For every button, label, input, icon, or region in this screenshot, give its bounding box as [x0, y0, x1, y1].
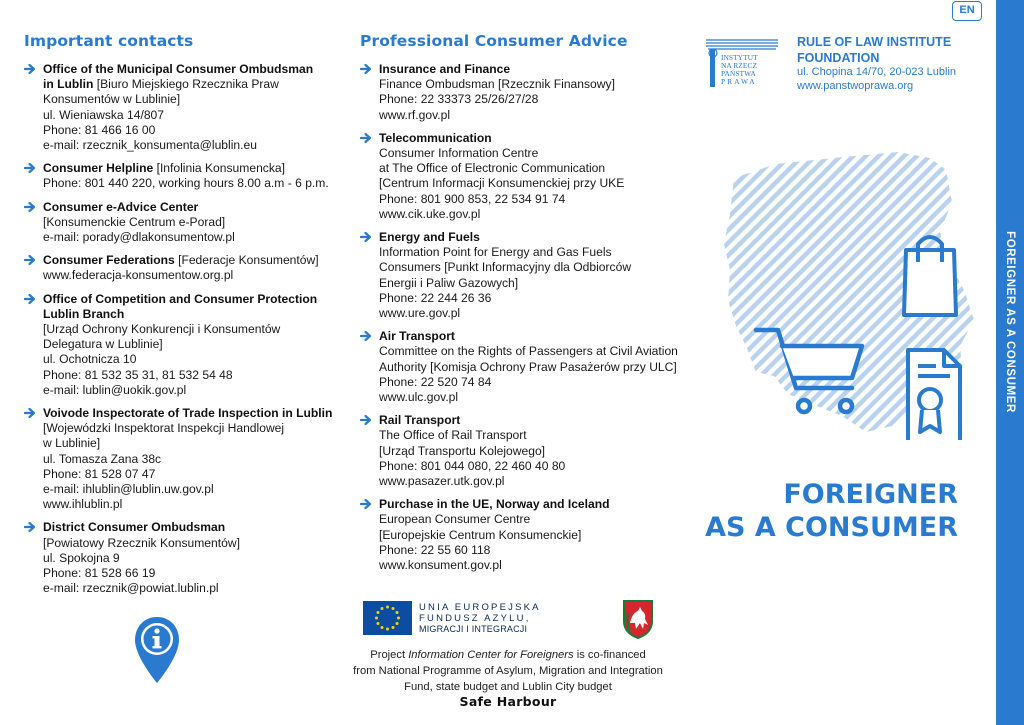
contact-entry — [24, 253, 344, 283]
entry-detail-line[interactable]: e-mail: rzecznik_konsumenta@lublin.eu — [43, 138, 257, 153]
arrow-right-icon — [24, 521, 36, 533]
entry-detail-line[interactable]: www.konsument.gov.pl — [379, 558, 502, 573]
eu-star — [376, 611, 379, 614]
eu-star — [396, 611, 399, 614]
organization-website[interactable]: www.panstwoprawa.org — [797, 79, 914, 92]
eu-funding-logo — [363, 601, 663, 637]
main-title — [700, 478, 958, 544]
arrow-right-icon — [360, 132, 372, 144]
entry-name-line: Consumer Helpline [Infolinia Konsumencka] — [43, 161, 285, 176]
entry-detail-line: w Lublinie] — [43, 436, 101, 451]
entry-detail-line: Phone: 81 528 66 19 — [43, 566, 156, 581]
entry-detail-line: ul. Wieniawska 14/807 — [43, 107, 165, 122]
entry-detail-line: Information Point for Energy and Gas Fuels — [379, 245, 612, 260]
arrow-right-icon — [360, 498, 372, 510]
contact-entry — [360, 413, 690, 489]
logo-text-1: INSTYTUT — [721, 53, 758, 62]
project-line-2: Fund, state budget and Lublin City budget — [404, 680, 612, 693]
entry-detail-line: Consumer Information Centre — [379, 146, 539, 161]
entry-detail-line: Phone: 22 520 74 84 — [379, 374, 492, 389]
arrow-right-icon — [360, 63, 372, 75]
project-note — [340, 648, 676, 695]
entry-name-line: Office of the Municipal Consumer Ombudsman — [43, 62, 314, 76]
arrow-right-icon — [360, 231, 372, 243]
contact-entry — [24, 200, 344, 246]
logo-text-2: NA RZECZ — [721, 61, 758, 70]
eu-line-2: FUNDUSZ AZYLU, — [419, 613, 531, 624]
contact-entry — [360, 329, 690, 405]
cover-panel — [700, 0, 996, 725]
contact-entry — [24, 520, 344, 596]
entry-name-line: Consumer Federations [Federacje Konsumentów] — [43, 253, 319, 268]
organization-info — [797, 34, 987, 93]
entry-name-line: Consumer e-Advice Center — [43, 199, 199, 214]
contact-entry — [360, 230, 690, 321]
certificate-icon — [908, 350, 960, 440]
project-name: Information Center for Foreigners — [408, 649, 574, 661]
entry-detail-line: at The Office of Electronic Communication — [379, 161, 606, 176]
institute-logo — [704, 36, 782, 92]
info-pin-icon — [133, 615, 181, 685]
entry-detail-line: [Wojewódzki Inspektorat Inspekcji Handlowej — [43, 421, 285, 436]
eu-star — [397, 617, 400, 620]
entry-detail-line[interactable]: e-mail: porady@dlakonsumentow.pl — [43, 230, 235, 245]
professional-advice-heading: Professional Consumer Advice — [360, 32, 628, 50]
entry-detail-line: Phone: 801 044 080, 22 460 40 80 — [379, 458, 566, 473]
arrow-right-icon — [24, 63, 36, 75]
arrow-right-icon — [360, 330, 372, 342]
entry-name-line: Purchase in the UE, Norway and Iceland — [379, 497, 610, 512]
important-contacts-list — [24, 62, 344, 597]
eu-star — [375, 617, 378, 620]
entry-name-line: Air Transport — [379, 329, 455, 344]
organization-name-2: FOUNDATION — [797, 51, 880, 65]
entry-detail-line: ul. Tomasza Zana 38c — [43, 451, 162, 466]
professional-advice-column — [360, 32, 690, 581]
entry-detail-line: Phone: 81 532 35 31, 81 532 54 48 — [43, 367, 233, 382]
contact-entry — [360, 62, 690, 123]
entry-name-line: Insurance and Finance — [379, 62, 511, 76]
entry-name-line: Energy and Fuels — [379, 230, 480, 245]
eu-star — [381, 607, 384, 610]
eu-star — [396, 622, 399, 625]
eu-star — [392, 607, 395, 610]
arrow-right-icon — [24, 407, 36, 419]
entry-detail-line: [Urząd Transportu Kolejowego] — [379, 443, 546, 458]
eu-star — [386, 606, 389, 609]
arrow-right-icon — [24, 293, 36, 305]
logo-text-4: PRAWA — [721, 77, 757, 86]
language-badge[interactable]: EN — [952, 1, 982, 21]
entry-detail-line[interactable]: www.ihlublin.pl — [43, 497, 123, 512]
safe-harbour-tagline: Safe Harbour — [459, 694, 557, 709]
entry-detail-line[interactable]: www.federacja-konsumentow.org.pl — [43, 268, 234, 283]
entry-detail-line: Phone: 22 244 26 36 — [379, 290, 492, 305]
lublin-crest — [622, 599, 654, 639]
entry-name-line: Lublin Branch — [43, 306, 125, 321]
eu-star — [386, 628, 389, 631]
entry-detail-line[interactable]: www.pasazer.utk.gov.pl — [379, 474, 505, 489]
entry-detail-line: [Urząd Ochrony Konkurencji i Konsumentów — [43, 322, 281, 337]
entry-detail-line: Phone: 801 900 853, 22 534 91 74 — [379, 191, 566, 206]
eu-line-1: UNIA EUROPEJSKA — [419, 602, 541, 613]
entry-detail-line: Authority [Komisja Ochrony Praw Pasażerów przy ULC] — [379, 359, 677, 374]
entry-detail-line: Konsumentów w Lublinie] — [43, 92, 181, 107]
side-title: FOREIGNER AS A CONSUMER — [1004, 231, 1016, 413]
eu-star — [392, 626, 395, 629]
entry-detail-line: [Centrum Informacji Konsumenckiej przy UKE — [379, 176, 625, 191]
entry-detail-line: Phone: 22 55 60 118 — [379, 542, 491, 557]
contact-entry — [24, 161, 344, 191]
entry-detail-line: Phone: 801 440 220, working hours 8.00 a.m - 6 p.m. — [43, 176, 329, 191]
entry-name-line: Rail Transport — [379, 413, 461, 428]
entry-detail-line: [Powiatowy Rzecznik Konsumentów] — [43, 535, 240, 550]
entry-name-line: Telecommunication — [379, 130, 492, 145]
entry-detail-line: The Office of Rail Transport — [379, 428, 527, 443]
entry-detail-line: Phone: 22 33373 25/26/27/28 — [379, 92, 539, 107]
entry-name-line: in Lublin [Biuro Miejskiego Rzecznika Praw — [43, 77, 279, 92]
shopping-bag-icon — [904, 237, 956, 315]
entry-detail-line[interactable]: e-mail: ihlublin@lublin.uw.gov.pl — [43, 482, 214, 497]
arrow-right-icon — [360, 414, 372, 426]
entry-detail-line[interactable]: e-mail: rzecznik@powiat.lublin.pl — [43, 581, 219, 596]
eu-line-3: MIGRACJI I INTEGRACJI — [419, 624, 528, 634]
entry-detail-line[interactable]: www.ulc.gov.pl — [379, 390, 459, 405]
main-title-line-1: FOREIGNER — [783, 479, 958, 510]
entry-detail-line: Energii i Paliw Gazowych] — [379, 275, 519, 290]
main-title-line-2: AS A CONSUMER — [705, 512, 958, 543]
project-line-1: from National Programme of Asylum, Migration and Integration — [353, 664, 663, 677]
poland-map — [716, 150, 976, 440]
entry-detail-line: ul. Spokojna 9 — [43, 550, 120, 565]
organization-name-1: RULE OF LAW INSTITUTE — [797, 35, 952, 49]
entry-detail-line: [Europejskie Centrum Konsumenckie] — [379, 527, 582, 542]
entry-detail-line: Committee on the Rights of Passengers at Civil Aviation — [379, 344, 678, 359]
entry-detail-line[interactable]: www.cik.uke.gov.pl — [379, 206, 481, 221]
contact-entry — [24, 292, 344, 398]
contact-entry — [24, 406, 344, 512]
arrow-right-icon — [24, 162, 36, 174]
eu-fund-text — [419, 602, 541, 635]
professional-advice-list — [360, 62, 690, 573]
organization-address: ul. Chopina 14/70, 20-023 Lublin — [797, 66, 957, 78]
entry-detail-line: Delegatura w Lublinie] — [43, 337, 163, 352]
project-prefix: Project — [370, 649, 409, 661]
project-suffix: is co-financed — [573, 649, 646, 661]
entry-detail-line: ul. Ochotnicza 10 — [43, 352, 137, 367]
entry-detail-line: [Konsumenckie Centrum e-Porad] — [43, 214, 226, 229]
important-contacts-column — [24, 32, 344, 605]
arrow-right-icon — [24, 201, 36, 213]
logo-text-3: PAŃSTWA — [721, 69, 756, 78]
eu-star — [376, 622, 379, 625]
entry-name-line: District Consumer Ombudsman — [43, 520, 226, 535]
entry-detail-line: Finance Ombudsman [Rzecznik Finansowy] — [379, 77, 615, 92]
entry-detail-line[interactable]: e-mail: lublin@uokik.gov.pl — [43, 382, 187, 397]
entry-name-line: Office of Competition and Consumer Protection — [43, 291, 318, 306]
entry-detail-line[interactable]: www.ure.gov.pl — [379, 306, 461, 321]
entry-detail-line: Phone: 81 466 16 00 — [43, 122, 156, 137]
entry-name-line: Voivode Inspectorate of Trade Inspection in Lublin — [43, 406, 333, 421]
arrow-right-icon — [24, 254, 36, 266]
entry-detail-line: European Consumer Centre — [379, 512, 531, 527]
entry-detail-line[interactable]: www.rf.gov.pl — [379, 107, 451, 122]
contact-entry — [24, 62, 344, 153]
contact-entry — [360, 131, 690, 222]
eu-star — [381, 626, 384, 629]
important-contacts-heading: Important contacts — [24, 32, 194, 50]
entry-detail-line: Phone: 81 528 07 47 — [43, 466, 156, 481]
contact-entry — [360, 497, 690, 573]
eu-flag — [363, 601, 412, 635]
entry-detail-line: Consumers [Punkt Informacyjny dla Odbiorców — [379, 260, 632, 275]
